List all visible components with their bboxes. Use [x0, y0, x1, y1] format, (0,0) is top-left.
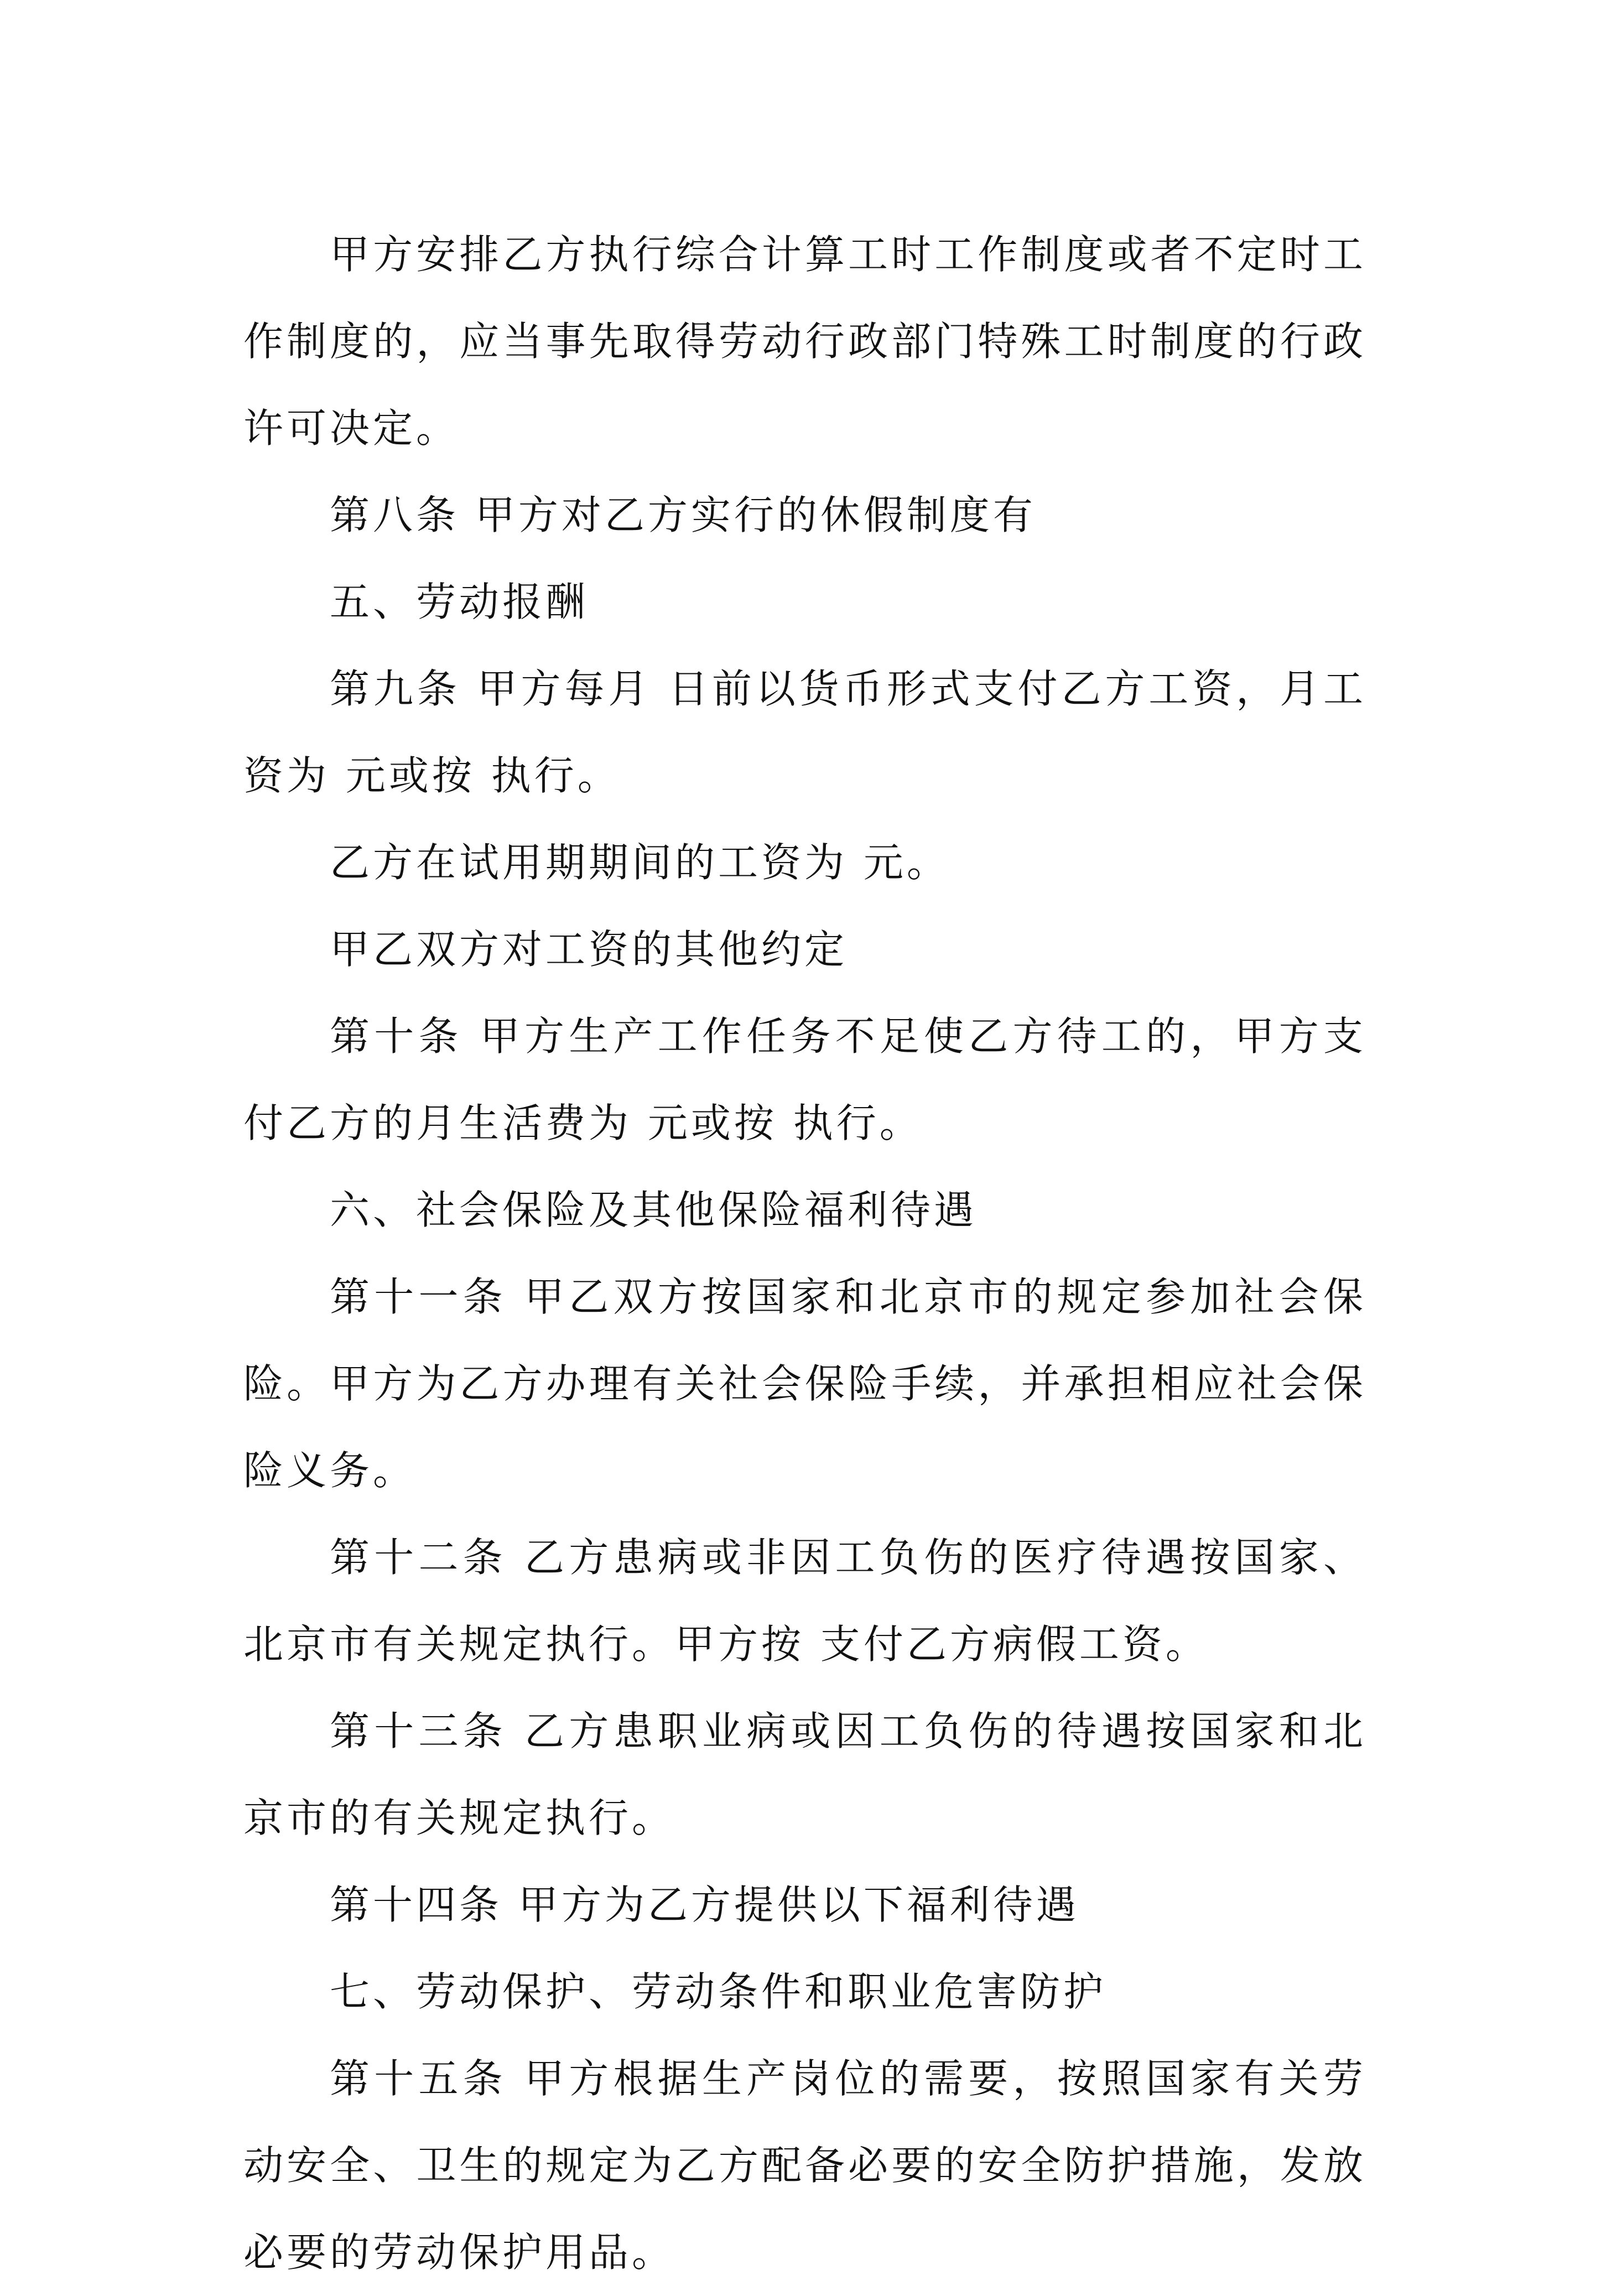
- section-heading-remuneration: 五、劳动报酬: [330, 579, 589, 625]
- section-heading-social-insurance: 六、社会保险及其他保险福利待遇: [330, 1187, 978, 1233]
- paragraph-article-8: 第八条 甲方对乙方实行的休假制度有: [330, 492, 1036, 538]
- paragraph-probation-wage: 乙方在试用期期间的工资为 元。: [330, 839, 950, 886]
- paragraph-article-10: 第十条 甲方生产工作任务不足使乙方待工的，甲方支付乙方的月生活费为 元或按 执行。: [243, 1013, 1366, 1146]
- paragraph-article-11: 第十一条 甲乙双方按国家和北京市的规定参加社会保险。甲方为乙方办理有关社会保险手续，并承担相应社会保险义务。: [243, 1274, 1366, 1494]
- paragraph-article-14: 第十四条 甲方为乙方提供以下福利待遇: [330, 1882, 1079, 1928]
- paragraph-article-12: 第十二条 乙方患病或非因工负伤的医疗待遇按国家、北京市有关规定执行。甲方按 支付乙方病假工资。: [243, 1534, 1366, 1668]
- section-heading-labor-protection: 七、劳动保护、劳动条件和职业危害防护: [330, 1968, 1107, 2015]
- paragraph-other-wage-agreement: 甲乙双方对工资的其他约定: [330, 926, 848, 973]
- document-body: [243, 211, 1366, 2296]
- paragraph-special-working-hours: 甲方安排乙方执行综合计算工时工作制度或者不定时工作制度的，应当事先取得劳动行政部门特殊工时制度的行政许可决定。: [243, 231, 1366, 451]
- paragraph-article-15: 第十五条 甲方根据生产岗位的需要，按照国家有关劳动安全、卫生的规定为乙方配备必要的安全防护措施，发放必要的劳动保护用品。: [243, 2055, 1366, 2276]
- paragraph-article-9: 第九条 甲方每月 日前以货币形式支付乙方工资，月工资为 元或按 执行。: [243, 666, 1366, 799]
- paragraph-article-13: 第十三条 乙方患职业病或因工负伤的待遇按国家和北京市的有关规定执行。: [243, 1708, 1366, 1841]
